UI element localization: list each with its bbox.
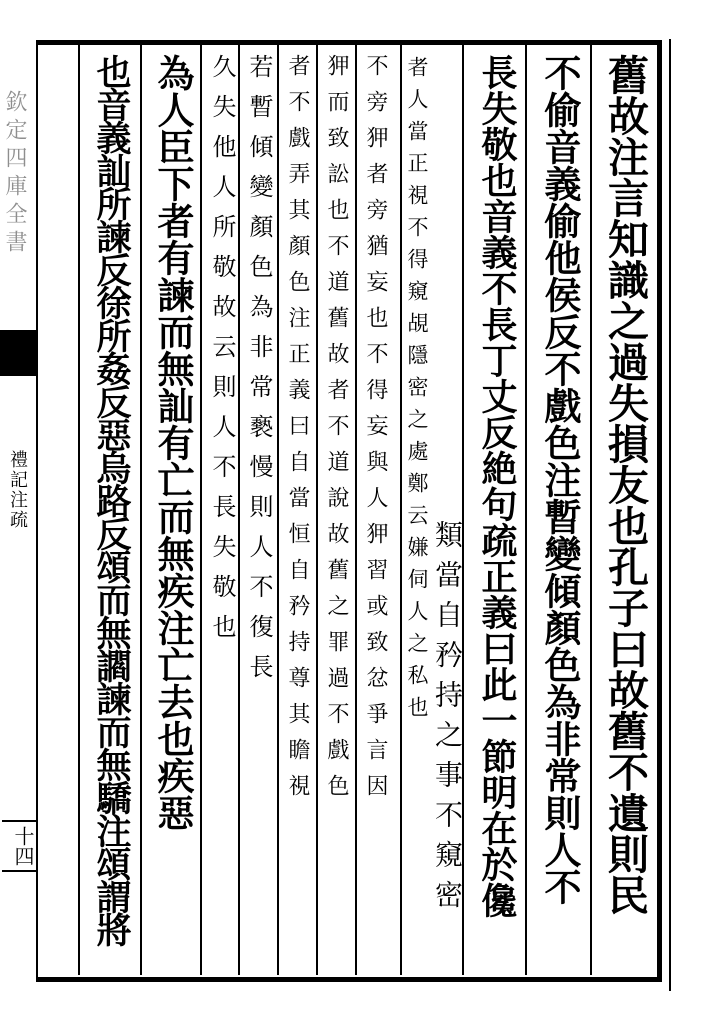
text-column-6: 狎而致訟也不道舊故者不道說故舊之罪過不戲色 <box>324 54 349 810</box>
column-rule <box>140 45 142 975</box>
column-rule <box>316 45 318 975</box>
text-column-1: 舊故注言知識之過失損友也孔子曰故舊不遺則民 <box>601 54 649 915</box>
page-number: 十四 <box>2 820 38 872</box>
column-rule <box>355 45 357 975</box>
text-column-9: 久失他人所敬故云則人不長失敬也 <box>208 54 236 654</box>
column-rule <box>238 45 240 975</box>
column-rule <box>78 45 80 975</box>
outer-border-line <box>669 39 671 991</box>
faded-header-text: 欽定四庫全書 <box>2 90 27 258</box>
text-column-7: 者不戲弄其顏色注正義曰自當恒自矜持尊其瞻視 <box>285 54 310 810</box>
text-column-4b: 類當自矜持之事不窺密 <box>431 520 464 920</box>
text-column-2: 不偷音義偷他侯反不戲色注暫變傾顏色為非常則人不 <box>538 54 582 905</box>
book-title: 禮記注疏 <box>7 450 28 530</box>
text-column-8: 若暫傾變顏色為非常褻慢則人不復長 <box>245 54 273 694</box>
text-column-4: 者人當正視不得窺覘隱密之處鄭云嫌伺人之私也 <box>405 56 429 728</box>
page-margin-strip <box>0 40 38 982</box>
column-rule <box>525 45 527 975</box>
column-rule <box>590 45 592 975</box>
column-rule <box>200 45 202 975</box>
text-column-10: 為人臣下者有諫而無訕有亡而無疾注亡去也疾惡 <box>151 54 195 831</box>
text-column-11: 也音義訕所諫反徐所姦反惡烏路反頌而無讇諫而無驕注頌謂將 <box>91 54 132 945</box>
text-column-5: 不旁狎者旁猶妄也不得妄與人狎習或致忿爭言因 <box>363 54 388 810</box>
margin-black-block <box>0 330 36 376</box>
column-rule <box>277 45 279 975</box>
text-column-3: 長失敬也音義不長丁丈反絶句疏正義曰此一節明在於儳 <box>476 54 518 918</box>
